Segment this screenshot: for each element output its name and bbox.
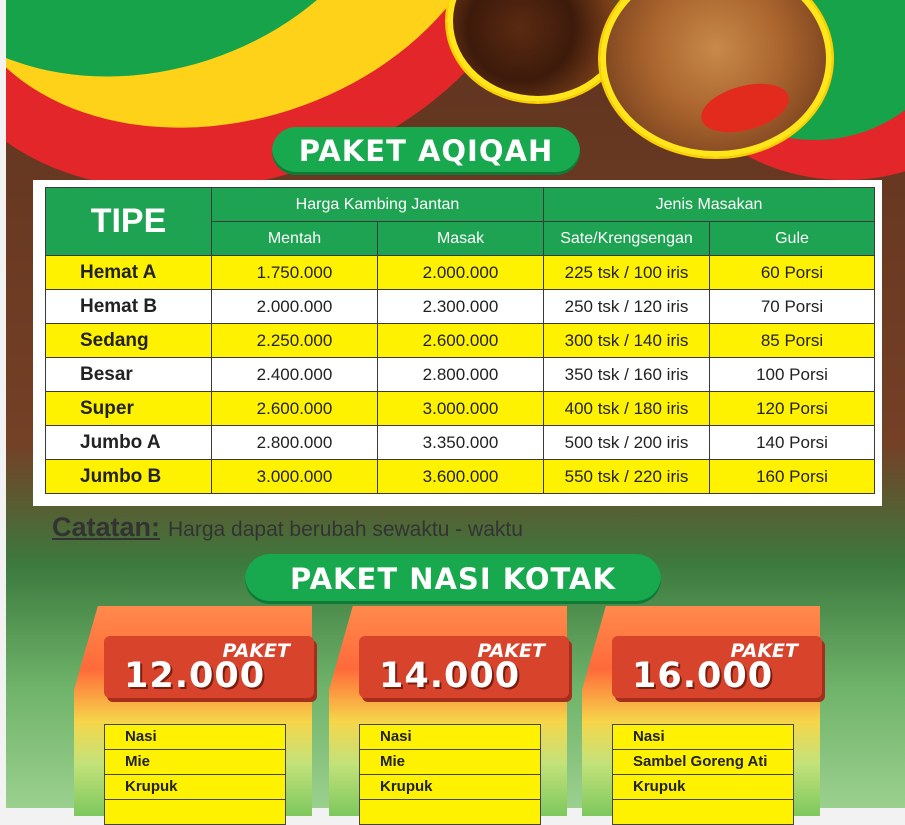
package-price: 12.000 bbox=[124, 656, 266, 696]
table-row bbox=[46, 290, 875, 324]
row-masak: 2.600.000 bbox=[378, 324, 544, 358]
row-mentah: 2.000.000 bbox=[212, 290, 378, 324]
package-price: 14.000 bbox=[379, 656, 521, 696]
package-card bbox=[582, 606, 820, 816]
package-card bbox=[74, 606, 312, 816]
header-jenis-masakan: Jenis Masakan bbox=[544, 188, 875, 222]
row-gule: 100 Porsi bbox=[710, 358, 875, 392]
row-mentah: 1.750.000 bbox=[212, 256, 378, 290]
package-menu bbox=[104, 724, 286, 825]
row-sate: 300 tsk / 140 iris bbox=[544, 324, 710, 358]
table-row bbox=[46, 256, 875, 290]
row-mentah: 2.250.000 bbox=[212, 324, 378, 358]
row-gule: 85 Porsi bbox=[710, 324, 875, 358]
row-tipe: Sedang bbox=[46, 324, 212, 358]
list-item bbox=[104, 800, 286, 825]
list-item: Mie bbox=[104, 750, 286, 775]
list-item bbox=[612, 800, 794, 825]
list-item: Nasi bbox=[612, 724, 794, 750]
row-gule: 70 Porsi bbox=[710, 290, 875, 324]
row-mentah: 2.600.000 bbox=[212, 392, 378, 426]
table-row bbox=[46, 392, 875, 426]
list-item: Krupuk bbox=[359, 775, 541, 800]
row-gule: 120 Porsi bbox=[710, 392, 875, 426]
row-mentah: 2.800.000 bbox=[212, 426, 378, 460]
header-masak: Masak bbox=[378, 222, 544, 256]
header-sate: Sate/Krengsengan bbox=[544, 222, 710, 256]
row-masak: 3.350.000 bbox=[378, 426, 544, 460]
price-badge bbox=[104, 636, 314, 698]
row-gule: 160 Porsi bbox=[710, 460, 875, 494]
row-sate: 550 tsk / 220 iris bbox=[544, 460, 710, 494]
package-price: 16.000 bbox=[632, 656, 774, 696]
row-tipe: Hemat B bbox=[46, 290, 212, 324]
row-tipe: Jumbo B bbox=[46, 460, 212, 494]
row-mentah: 3.000.000 bbox=[212, 460, 378, 494]
aqiqah-price-table bbox=[33, 180, 882, 506]
row-masak: 3.000.000 bbox=[378, 392, 544, 426]
row-tipe: Super bbox=[46, 392, 212, 426]
list-item: Krupuk bbox=[104, 775, 286, 800]
table-row bbox=[46, 426, 875, 460]
note-label: Catatan: bbox=[52, 512, 161, 542]
list-item: Nasi bbox=[359, 724, 541, 750]
nasi-kotak-title: PAKET NASI KOTAK bbox=[245, 554, 661, 604]
row-mentah: 2.400.000 bbox=[212, 358, 378, 392]
header-tipe: TIPE bbox=[46, 188, 212, 256]
list-item: Nasi bbox=[104, 724, 286, 750]
list-item: Sambel Goreng Ati bbox=[612, 750, 794, 775]
package-card bbox=[329, 606, 567, 816]
package-menu bbox=[359, 724, 541, 825]
row-sate: 500 tsk / 200 iris bbox=[544, 426, 710, 460]
row-gule: 60 Porsi bbox=[710, 256, 875, 290]
row-sate: 225 tsk / 100 iris bbox=[544, 256, 710, 290]
note-text: Harga dapat berubah sewaktu - waktu bbox=[168, 518, 523, 541]
row-masak: 2.800.000 bbox=[378, 358, 544, 392]
table-row bbox=[46, 460, 875, 494]
package-tag: PAKET bbox=[730, 640, 798, 662]
row-tipe: Jumbo A bbox=[46, 426, 212, 460]
table-row bbox=[46, 358, 875, 392]
row-tipe: Besar bbox=[46, 358, 212, 392]
header-gule: Gule bbox=[710, 222, 875, 256]
package-tag: PAKET bbox=[222, 640, 290, 662]
row-masak: 3.600.000 bbox=[378, 460, 544, 494]
header-harga-kambing: Harga Kambing Jantan bbox=[212, 188, 544, 222]
note bbox=[52, 512, 523, 543]
row-sate: 350 tsk / 160 iris bbox=[544, 358, 710, 392]
row-tipe: Hemat A bbox=[46, 256, 212, 290]
package-menu bbox=[612, 724, 794, 825]
list-item: Krupuk bbox=[612, 775, 794, 800]
row-masak: 2.300.000 bbox=[378, 290, 544, 324]
list-item: Mie bbox=[359, 750, 541, 775]
table-row bbox=[46, 324, 875, 358]
row-sate: 250 tsk / 120 iris bbox=[544, 290, 710, 324]
aqiqah-title: PAKET AQIQAH bbox=[272, 127, 580, 175]
header-mentah: Mentah bbox=[212, 222, 378, 256]
list-item bbox=[359, 800, 541, 825]
row-masak: 2.000.000 bbox=[378, 256, 544, 290]
package-tag: PAKET bbox=[477, 640, 545, 662]
row-gule: 140 Porsi bbox=[710, 426, 875, 460]
price-badge bbox=[612, 636, 822, 698]
price-badge bbox=[359, 636, 569, 698]
row-sate: 400 tsk / 180 iris bbox=[544, 392, 710, 426]
